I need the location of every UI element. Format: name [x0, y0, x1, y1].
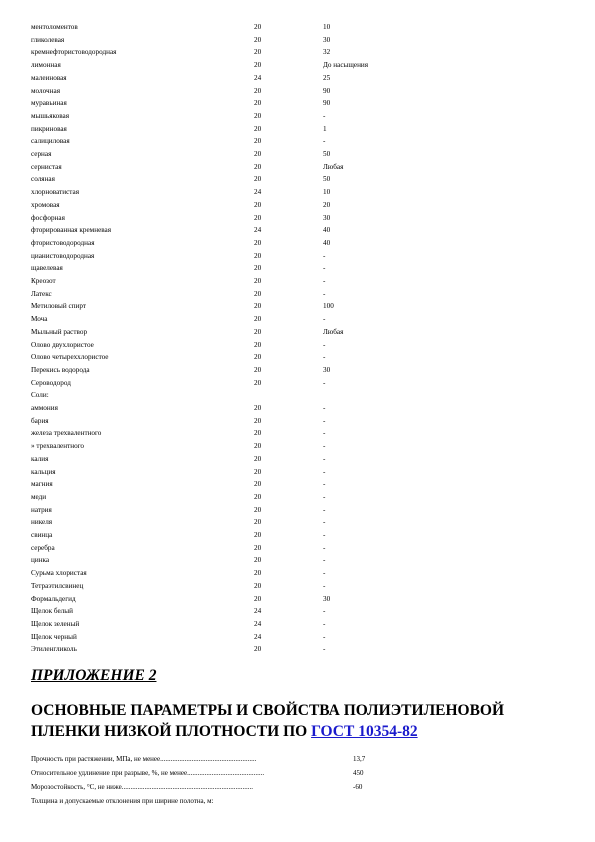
- temperature-cell: 20: [254, 86, 262, 95]
- substance-cell: сернистая: [31, 162, 62, 171]
- table-row: [0, 59, 595, 72]
- table-row: [0, 148, 595, 161]
- concentration-cell: -: [323, 404, 326, 412]
- table-row: [0, 250, 595, 263]
- table-row: [0, 402, 595, 415]
- concentration-cell: 30: [323, 35, 331, 44]
- table-row: [0, 46, 595, 59]
- temperature-cell: 20: [254, 442, 262, 451]
- table-row: [0, 631, 595, 644]
- substance-cell: салициловая: [31, 137, 70, 146]
- table-row: [0, 72, 595, 85]
- substance-cell: никеля: [31, 518, 53, 527]
- substance-cell: хромовая: [31, 200, 60, 209]
- temperature-cell: 20: [254, 302, 262, 311]
- property-label: Морозостойкость, °С, не ниже...........................................................................: [31, 783, 254, 791]
- table-row: [0, 618, 595, 631]
- substance-cell: Сурьма хлористая: [31, 569, 87, 578]
- concentration-cell: 100: [323, 302, 334, 311]
- property-label: Относительное удлинение при разрыве, %, не менее............................................: [31, 769, 265, 777]
- temperature-cell: 20: [254, 505, 262, 514]
- temperature-cell: 20: [254, 531, 262, 539]
- substance-cell: Моча: [31, 315, 48, 324]
- temperature-cell: 20: [254, 162, 262, 171]
- substance-cell: Креозот: [31, 277, 56, 285]
- substance-cell: пикриновая: [31, 124, 67, 133]
- concentration-cell: -: [323, 632, 326, 641]
- concentration-cell: 30: [323, 213, 331, 222]
- table-row: [0, 516, 595, 529]
- temperature-cell: 20: [254, 35, 262, 44]
- concentration-cell: 30: [323, 594, 331, 603]
- table-row: [0, 85, 595, 98]
- temperature-cell: 20: [254, 492, 262, 501]
- substance-cell: аммония: [31, 404, 58, 412]
- temperature-cell: 20: [254, 378, 262, 387]
- property-row: [31, 753, 576, 766]
- temperature-cell: 20: [254, 213, 262, 222]
- table-row: [0, 427, 595, 440]
- table-row: [0, 478, 595, 491]
- concentration-cell: -: [323, 467, 326, 476]
- temperature-cell: 20: [254, 353, 262, 362]
- substance-cell: » трехвалентного: [31, 442, 85, 451]
- temperature-cell: 20: [254, 99, 262, 108]
- concentration-cell: -: [323, 429, 326, 438]
- table-row: [0, 542, 595, 555]
- table-row: [0, 415, 595, 428]
- property-label: Толщина и допускаемые отклонения при ширине полотна, м:: [31, 797, 214, 805]
- temperature-cell: 20: [254, 264, 262, 273]
- temperature-cell: 20: [254, 365, 262, 374]
- concentration-cell: Любая: [323, 327, 344, 336]
- table-row: [0, 339, 595, 352]
- substance-cell: Олово четыреххлористое: [31, 353, 109, 362]
- property-row: [31, 767, 576, 780]
- concentration-cell: 10: [323, 188, 331, 197]
- temperature-cell: 24: [254, 188, 262, 197]
- concentration-cell: -: [323, 416, 326, 425]
- concentration-cell: -: [323, 518, 326, 527]
- substance-cell: Этиленгликоль: [31, 645, 77, 654]
- temperature-cell: 20: [254, 23, 262, 31]
- concentration-cell: -: [323, 442, 326, 451]
- concentration-cell: До насыщения: [323, 61, 369, 70]
- substance-cell: фтористоводородная: [31, 238, 95, 247]
- temperature-cell: 24: [254, 226, 262, 235]
- temperature-cell: 24: [254, 73, 262, 82]
- substance-cell: свинца: [31, 531, 53, 539]
- concentration-cell: -: [323, 607, 326, 616]
- substance-cell: серная: [31, 150, 52, 158]
- substance-cell: гликолевая: [31, 35, 65, 44]
- temperature-cell: 20: [254, 340, 262, 349]
- table-row: [0, 97, 595, 110]
- substance-cell: Щелок зеленый: [31, 619, 80, 628]
- substance-cell: цианистоводородная: [31, 251, 95, 260]
- substance-cell: цинка: [31, 556, 50, 565]
- table-row: [0, 161, 595, 174]
- substance-cell: ментоломентов: [31, 23, 78, 31]
- concentration-cell: -: [323, 137, 326, 146]
- concentration-cell: -: [323, 505, 326, 514]
- table-row: [0, 21, 595, 34]
- temperature-cell: 20: [254, 251, 262, 260]
- substance-cell: хлорноватистая: [31, 188, 80, 197]
- table-row: [0, 453, 595, 466]
- substance-cell: железа трехвалентного: [31, 429, 102, 438]
- concentration-cell: 32: [323, 48, 331, 57]
- concentration-cell: 50: [323, 175, 331, 184]
- table-row: [0, 34, 595, 47]
- concentration-cell: -: [323, 454, 326, 463]
- temperature-cell: 20: [254, 416, 262, 425]
- substance-cell: Тетраэтилсвинец: [31, 581, 84, 590]
- concentration-cell: -: [323, 581, 326, 590]
- temperature-cell: 24: [254, 607, 262, 616]
- concentration-cell: -: [323, 111, 326, 120]
- temperature-cell: 24: [254, 632, 262, 641]
- table-row: [0, 135, 595, 148]
- substance-cell: фосфорная: [31, 213, 65, 222]
- concentration-cell: Любая: [323, 162, 344, 171]
- concentration-cell: -: [323, 251, 326, 260]
- table-row: [0, 504, 595, 517]
- substance-cell: молочная: [31, 86, 60, 95]
- temperature-cell: 20: [254, 327, 262, 336]
- table-row: [0, 237, 595, 250]
- temperature-cell: 20: [254, 556, 262, 565]
- table-row: [0, 440, 595, 453]
- table-row: [0, 554, 595, 567]
- concentration-cell: 90: [323, 86, 331, 95]
- table-row: [0, 275, 595, 288]
- temperature-cell: 20: [254, 404, 262, 412]
- substance-cell: Сероводород: [31, 378, 71, 387]
- temperature-cell: 20: [254, 454, 262, 463]
- concentration-cell: -: [323, 543, 326, 552]
- concentration-cell: 30: [323, 365, 331, 374]
- property-value: 13,7: [353, 755, 366, 763]
- concentration-cell: 40: [323, 238, 331, 247]
- appendix-title: ПРИЛОЖЕНИЕ 2: [31, 667, 157, 684]
- substance-cell: мышьяковая: [31, 111, 70, 120]
- substance-cell: соляная: [31, 175, 55, 184]
- concentration-cell: -: [323, 315, 326, 324]
- property-value: -60: [353, 783, 363, 791]
- substance-cell: щавелевая: [31, 264, 63, 273]
- temperature-cell: 20: [254, 581, 262, 590]
- table-row: [0, 580, 595, 593]
- appendix-heading: [31, 700, 576, 742]
- substance-cell: лимонная: [31, 61, 61, 70]
- concentration-cell: -: [323, 556, 326, 565]
- appendix-heading-text: ОСНОВНЫЕ ПАРАМЕТРЫ И СВОЙСТВА ПОЛИЭТИЛЕНОВОЙ ПЛЕНКИ НИЗКОЙ ПЛОТНОСТИ ПО: [31, 702, 505, 740]
- concentration-cell: -: [323, 264, 326, 273]
- table-row: [0, 364, 595, 377]
- table-row: [0, 300, 595, 313]
- substance-cell: Латекс: [31, 289, 52, 298]
- table-row: [0, 326, 595, 339]
- temperature-cell: 20: [254, 480, 262, 489]
- concentration-cell: 25: [323, 73, 331, 82]
- temperature-cell: 20: [254, 543, 262, 552]
- substance-cell: Олово двухлористое: [31, 340, 94, 349]
- table-row: [0, 466, 595, 479]
- concentration-cell: 50: [323, 150, 331, 158]
- substance-cell: кальция: [31, 467, 56, 476]
- temperature-cell: 20: [254, 150, 262, 158]
- table-row: [0, 224, 595, 237]
- temperature-cell: 20: [254, 569, 262, 578]
- concentration-cell: -: [323, 289, 326, 298]
- concentration-cell: 10: [323, 23, 331, 31]
- concentration-cell: 20: [323, 200, 331, 209]
- table-row: [0, 212, 595, 225]
- substance-cell: натрия: [31, 505, 52, 514]
- table-row: [0, 313, 595, 326]
- temperature-cell: 20: [254, 315, 262, 324]
- temperature-cell: 20: [254, 61, 262, 70]
- substance-cell: Соли:: [31, 391, 49, 400]
- table-row: [0, 605, 595, 618]
- concentration-cell: -: [323, 277, 326, 285]
- temperature-cell: 20: [254, 111, 262, 120]
- gost-link[interactable]: ГОСТ 10354-82: [311, 723, 418, 740]
- temperature-cell: 20: [254, 48, 262, 57]
- table-row: [0, 186, 595, 199]
- temperature-cell: 20: [254, 124, 262, 133]
- concentration-cell: -: [323, 340, 326, 349]
- table-row: [0, 389, 595, 402]
- temperature-cell: 20: [254, 200, 262, 209]
- substance-cell: бария: [31, 416, 49, 425]
- substance-cell: Перекись водорода: [31, 365, 90, 374]
- temperature-cell: 24: [254, 619, 262, 628]
- substance-cell: муравьиная: [31, 99, 67, 108]
- substance-cell: Щелок черный: [31, 632, 77, 641]
- table-row: [0, 491, 595, 504]
- table-row: [0, 288, 595, 301]
- temperature-cell: 20: [254, 594, 262, 603]
- substance-cell: серебра: [31, 543, 55, 552]
- concentration-cell: 40: [323, 226, 331, 235]
- concentration-cell: -: [323, 645, 326, 654]
- substance-cell: меди: [31, 492, 47, 501]
- concentration-cell: -: [323, 619, 326, 628]
- concentration-cell: -: [323, 492, 326, 501]
- property-value: 450: [353, 769, 364, 777]
- temperature-cell: 20: [254, 175, 262, 184]
- substance-cell: калия: [31, 454, 49, 463]
- concentration-cell: -: [323, 353, 326, 362]
- temperature-cell: 20: [254, 467, 262, 476]
- concentration-cell: -: [323, 569, 326, 578]
- substance-cell: кремнефтористоводородная: [31, 48, 117, 57]
- temperature-cell: 20: [254, 137, 262, 146]
- property-row: [31, 795, 576, 808]
- table-row: [0, 262, 595, 275]
- substance-cell: магния: [31, 480, 53, 489]
- concentration-cell: -: [323, 480, 326, 489]
- table-row: [0, 567, 595, 580]
- table-row: [0, 173, 595, 186]
- substance-cell: Мыльный раствор: [31, 327, 88, 336]
- table-row: [0, 351, 595, 364]
- table-row: [0, 529, 595, 542]
- substance-cell: Формальдегид: [31, 594, 76, 603]
- temperature-cell: 20: [254, 429, 262, 438]
- property-label: Прочность при растяжении, МПа, не менее.......................................................: [31, 755, 257, 763]
- table-row: [0, 643, 595, 656]
- concentration-cell: 90: [323, 99, 331, 108]
- property-row: [31, 781, 576, 794]
- concentration-cell: 1: [323, 124, 327, 133]
- temperature-cell: 20: [254, 277, 262, 285]
- table-row: [0, 110, 595, 123]
- substance-cell: малеиновая: [31, 73, 67, 82]
- table-row: [0, 199, 595, 212]
- temperature-cell: 20: [254, 289, 262, 298]
- temperature-cell: 20: [254, 645, 262, 654]
- table-row: [0, 377, 595, 390]
- concentration-cell: -: [323, 531, 326, 539]
- temperature-cell: 20: [254, 518, 262, 527]
- substance-cell: фторированная кремневая: [31, 226, 112, 235]
- concentration-cell: -: [323, 378, 326, 387]
- table-row: [0, 123, 595, 136]
- substance-cell: Щелок белый: [31, 607, 73, 616]
- temperature-cell: 20: [254, 238, 262, 247]
- table-row: [0, 593, 595, 606]
- substance-cell: Метиловый спирт: [31, 302, 87, 311]
